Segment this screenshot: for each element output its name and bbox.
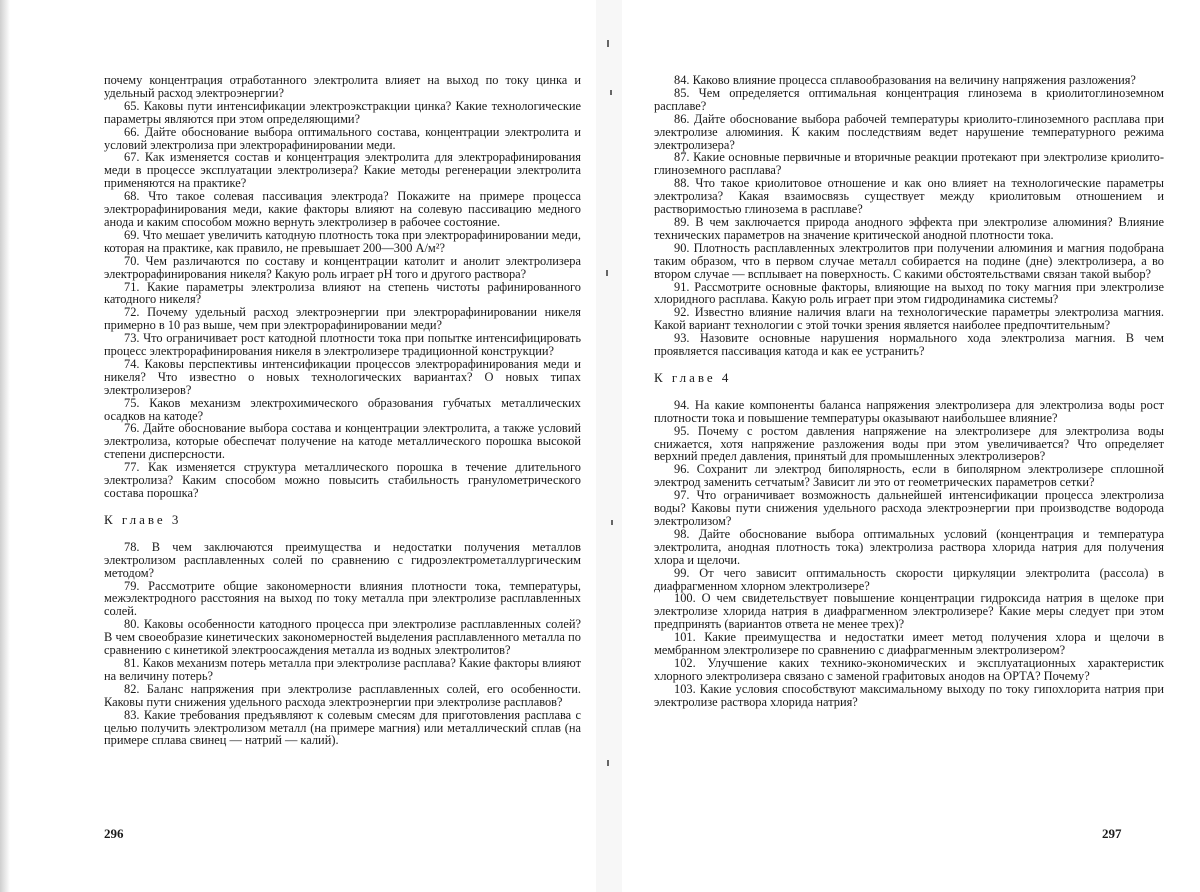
- question-paragraph: 65. Каковы пути интенсификации электроэкстракции цинка? Какие технологические параметры являются при этом определяющими?: [104, 98, 581, 126]
- question-paragraph: 100. О чем свидетельствует повышение концентрации гидроксида натрия в щелоке при электролизе хлорида натрия в диафрагменном электролизере? Какие меры следует при этом предпринять (вариантов ответа не менее трех)?: [654, 591, 1164, 632]
- question-paragraph: 97. Что ограничивает возможность дальнейшей интенсификации процесса электролиза воды? Каковы пути снижения удельного расхода электроэнергии при производстве водорода электролизом?: [654, 488, 1164, 528]
- chapter-heading: К главе 4: [654, 369, 732, 385]
- scan-mark: [607, 760, 609, 766]
- chapter-heading: К главе 3: [104, 511, 182, 527]
- question-paragraph: 80. Каковы особенности катодного процесса при электролизе расплавленных солей? В чем своеобразие кинетических закономерностей выделения расплавленного металла по сравнению с кинетикой электроосаждения металла из водных электролитов?: [104, 617, 581, 658]
- question-paragraph: 86. Дайте обоснование выбора рабочей температуры криолито-глиноземного расплава при электролизе алюминия. К каким последствиям ведет нарушение температурного режима электролизера?: [654, 111, 1164, 152]
- question-paragraph: 79. Рассмотрите общие закономерности влияния плотности тока, температуры, межэлектродного расстояния на выход по току металла при электролизе расплавленных солей.: [104, 578, 581, 619]
- question-paragraph: 90. Плотность расплавленных электролитов при получении алюминия и магния подобрана таким образом, что в первом случае металл собирается на подине (дне) электролизера, а во втором случае — всплывает на поверхность. С какими обстоятельствами связан такой выбор?: [654, 240, 1164, 281]
- question-paragraph: 96. Сохранит ли электрод биполярность, если в биполярном электролизере сплошной электрод заменить сетчатым? Зависит ли это от геометрических параметров сетки?: [654, 462, 1164, 490]
- question-paragraph: 73. Что ограничивает рост катодной плотности тока при попытке интенсифицировать процесс электрорафинирования никеля в электролизере традиционной конструкции?: [104, 331, 581, 359]
- question-paragraph: 103. Какие условия способствуют максимальному выходу по току гипохлорита натрия при электролизе раствора хлорида натрия?: [654, 681, 1164, 709]
- right-page-text: [654, 74, 1164, 709]
- question-paragraph: 82. Баланс напряжения при электролизе расплавленных солей, его особенности. Каковы пути снижения удельного расхода электроэнергии при электролизе расплавов?: [104, 681, 581, 709]
- question-paragraph: 95. Почему с ростом давления напряжение на электролизере для электролиза воды снижается, хотя напряжение разложения воды при этом увеличивается? Что определяет верхний предел давления, принятый для промышленных электролизеров?: [654, 423, 1164, 464]
- question-paragraph: 87. Какие основные первичные и вторичные реакции протекают при электролизе криолито-глиноземного расплава?: [654, 150, 1164, 178]
- question-paragraph: 93. Назовите основные нарушения нормального хода электролиза магния. В чем проявляется пассивация катода и как ее устранить?: [654, 331, 1164, 359]
- question-paragraph: 98. Дайте обоснование выбора оптимальных условий (концентрация и температура электролита, анодная плотность тока) электролиза раствора хлорида натрия для получения хлора и щелочи.: [654, 526, 1164, 567]
- page-number-right: 297: [1102, 826, 1122, 841]
- question-paragraph: 94. На какие компоненты баланса напряжения электролизера для электролиза воды рост плотности тока и повышение температуры оказывают наибольшее влияние?: [654, 397, 1164, 425]
- question-paragraph: 71. Какие параметры электролиза влияют на степень чистоты рафинированного катодного никеля?: [104, 279, 581, 307]
- question-paragraph: 69. Что мешает увеличить катодную плотность тока при электрорафинировании меди, которая на практике, как правило, не превышает 200—300 А/м²?: [104, 227, 581, 255]
- book-gutter: [596, 0, 622, 892]
- question-paragraph: 101. Какие преимущества и недостатки имеет метод получения хлора и щелочи в мембранном электролизере по сравнению с диафрагменным электролизером?: [654, 630, 1164, 658]
- question-paragraph-continued: почему концентрация отработанного электролита влияет на выход по току цинка и удельный расход электроэнергии?: [104, 73, 581, 100]
- question-paragraph: 77. Как изменяется структура металлического порошка в течение длительного электролиза? Каким способом можно повысить стабильность гранулометрического состава порошка?: [104, 460, 581, 500]
- question-paragraph: 68. Что такое солевая пассивация электрода? Покажите на примере процесса электрорафинирования меди, какие факторы влияют на солевую пассивацию медного анода и каким способом можно вернуть электролизер в рабочее состояние.: [104, 189, 581, 229]
- scan-mark: [606, 270, 608, 276]
- right-page: [622, 0, 1200, 892]
- question-paragraph: 89. В чем заключается природа анодного эффекта при электролизе алюминия? Влияние технических параметров на значение критической анодной плотности тока.: [654, 214, 1164, 242]
- scan-mark: [607, 40, 609, 47]
- scan-mark: [610, 90, 612, 95]
- question-paragraph: 92. Известно влияние наличия влаги на технологические параметры электролиза магния. Какой вариант технологии с этой точки зрения является наиболее предпочтительным?: [654, 305, 1164, 333]
- question-paragraph: 91. Рассмотрите основные факторы, влияющие на выход по току магния при электролизе хлоридного расплава. Какую роль играет при этом гидродинамика системы?: [654, 279, 1164, 307]
- question-paragraph: 85. Чем определяется оптимальная концентрация глинозема в криолитоглиноземном расплаве?: [654, 85, 1164, 113]
- question-paragraph: 76. Дайте обоснование выбора состава и концентрации электролита, а также условий электролиза, которые обеспечат получение на катоде металлического порошка высокой степени дисперсности.: [104, 421, 581, 462]
- left-page: [0, 0, 596, 892]
- question-paragraph: 66. Дайте обоснование выбора оптимального состава, концентрации электролита и условий электролиза при электрорафинировании меди.: [104, 124, 581, 152]
- question-paragraph: 78. В чем заключаются преимущества и недостатки получения металлов электролизом расплавленных солей по сравнению с гидроэлектрометаллургическим методом?: [104, 539, 581, 580]
- question-paragraph: 81. Каков механизм потерь металла при электролизе расплава? Какие факторы влияют на величину потерь?: [104, 655, 581, 683]
- question-paragraph: 83. Какие требования предъявляют к солевым смесям для приготовления расплава с целью получить электролизом металл (на примере магния) или металлический сплав (на примере сплава свинец — натрий — калий).: [104, 707, 581, 748]
- left-page-text: [104, 74, 581, 747]
- question-paragraph: 84. Каково влияние процесса сплавообразования на величину напряжения разложения?: [674, 73, 1136, 87]
- question-paragraph: 70. Чем различаются по составу и концентрации католит и анолит электролизера электрорафинирования никеля? Какую роль играет pH того и другого раствора?: [104, 253, 581, 281]
- question-paragraph: 67. Как изменяется состав и концентрация электролита для электрорафинирования меди в процессе эксплуатации электролизера? Какие методы регенерации электролита применяются на практике?: [104, 150, 581, 191]
- question-paragraph: 74. Каковы перспективы интенсификации процессов электрорафинирования меди и никеля? Что известно о новых технологических вариантах? О новых типах электролизеров?: [104, 356, 581, 397]
- question-paragraph: 88. Что такое криолитовое отношение и как оно влияет на технологические параметры электролиза? Какая взаимосвязь существует между криолитовым отношением и растворимостью глинозема в расплаве?: [654, 176, 1164, 217]
- question-paragraph: 72. Почему удельный расход электроэнергии при электрорафинировании никеля примерно в 10 раз выше, чем при электрорафинировании меди?: [104, 305, 581, 333]
- page-number-left: 296: [104, 826, 124, 841]
- question-paragraph: 75. Каков механизм электрохимического образования губчатых металлических осадков на катоде?: [104, 395, 581, 423]
- question-paragraph: 99. От чего зависит оптимальность скорости циркуляции электролита (рассола) в диафрагменном хлорном электролизере?: [654, 565, 1164, 593]
- question-paragraph: 102. Улучшение каких технико-экономических и эксплуатационных характеристик хлорного электролизера связано с заменой графитовых анодов на ОРТА? Почему?: [654, 655, 1164, 683]
- scan-mark: [611, 520, 613, 525]
